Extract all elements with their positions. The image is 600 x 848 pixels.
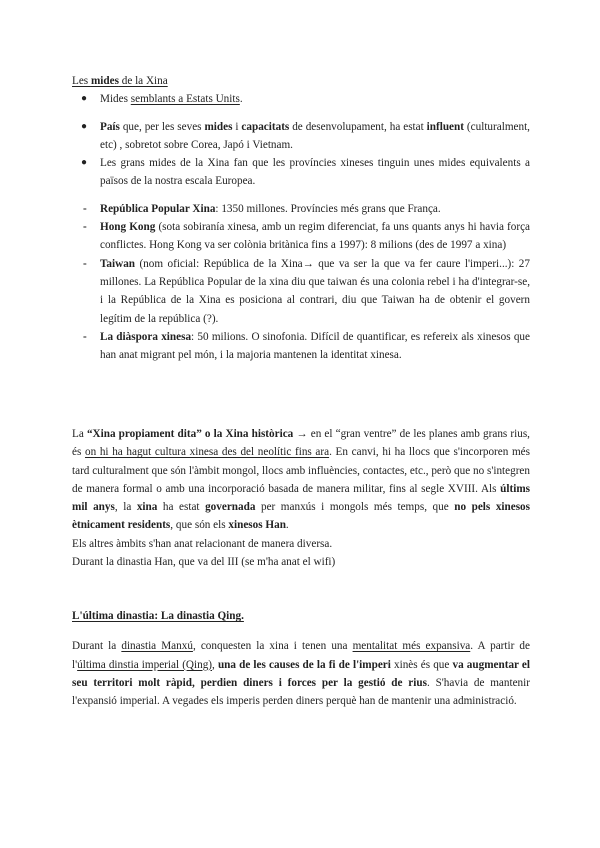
- section-dinastia-qing: [72, 607, 530, 710]
- section-mides: [72, 72, 530, 364]
- dash-icon: -: [83, 202, 87, 215]
- bullet-item: ● Mides semblants a Estats Units.: [72, 90, 530, 108]
- dash-item: - La diàspora xinesa: 50 milions. O sinofonia. Difícil de quantificar, es refereix als xinesos que han anat migrant pel món, i la majoria mantenen la identitat xinesa.: [72, 328, 530, 365]
- section-title-mides: Les mides de la Xina: [72, 75, 168, 87]
- section-xina-historica: [72, 425, 530, 571]
- paragraph-dinastia-han: Durant la dinastia Han, que va del III (se m'ha anat el wifi): [72, 556, 336, 569]
- bullet-item: ● País que, per les seves mides i capacitats de desenvolupament, ha estat influent (culturalment, etc) , sobretot sobre Corea, Japó i Vietnam.: [72, 118, 530, 155]
- paragraph-dinastia-qing: Durant la dinastia Manxú, conquesten la xina i tenen una mentalitat més expansiva. A partir de l'última dinstia imperial (Qing), una de les causes de la fi de l'imperi xinès és que va augmentar el seu territori molt ràpid, perdien diners i forces per la gestió de rius. S'havia de mantenir l'expansió imperial. A vegades els imperis perden diners perquè han de mantenir una administració.: [72, 640, 530, 708]
- dash-item: - Hong Kong (sota sobiranía xinesa, amb un regim diferenciat, fa uns quants anys hi havia força conflictes. Hong Kong va ser colònia britànica fins a 1997): 8 milions (des de 1997 a xina): [72, 218, 530, 255]
- paragraph-xina-historica: La “Xina propiament dita” o la Xina històrica → en el “gran ventre” de les planes amb grans rius, és on hi ha hagut cultura xinesa des del neolític fins ara. En canvi, hi ha llocs que s'incorporen més tard culturalment que són l'àmbit mongol, llocs amb influències, contactes, etc., però que no s'integren de manera formal o amb una incorporació basada de manera militar, fins al segle XVIII. Als últims mil anys, la xina ha estat governada per manxús i mongols més temps, que no pels xinesos ètnicament residents, que són els xinesos Han.: [72, 428, 531, 532]
- bullet-icon: ●: [81, 93, 88, 105]
- dash-icon: -: [83, 330, 87, 343]
- dash-item: - Taiwan (nom oficial: República de la Xina→ que va ser la que va fer caure l'imperi...): 27 millones. La República Popular de la xina diu que taiwan és una colonia rebel i ha d'integrar-se, i la República de la Xina es posiciona al contrari, diu que Taiwan ha de obtenir el govern legítim de la república (?).: [72, 255, 530, 328]
- bullet-list: [72, 90, 530, 190]
- dash-list: [72, 200, 530, 365]
- bullet-item: ● Les grans mides de la Xina fan que les províncies xineses tinguin unes mides equivalents a països de la nostra escala Europea.: [72, 154, 530, 191]
- paragraph-altres-ambits: Els altres àmbits s'han anat relacionant de manera diversa.: [72, 537, 333, 550]
- bullet-icon: ●: [81, 157, 88, 169]
- section-title-qing: L'última dinastia: La dinastia Qing.: [72, 610, 244, 622]
- dash-icon: -: [83, 257, 87, 270]
- dash-icon: -: [83, 221, 87, 234]
- bullet-icon: ●: [81, 120, 88, 132]
- dash-item: - República Popular Xina: 1350 millones. Províncies més grans que França.: [72, 200, 530, 218]
